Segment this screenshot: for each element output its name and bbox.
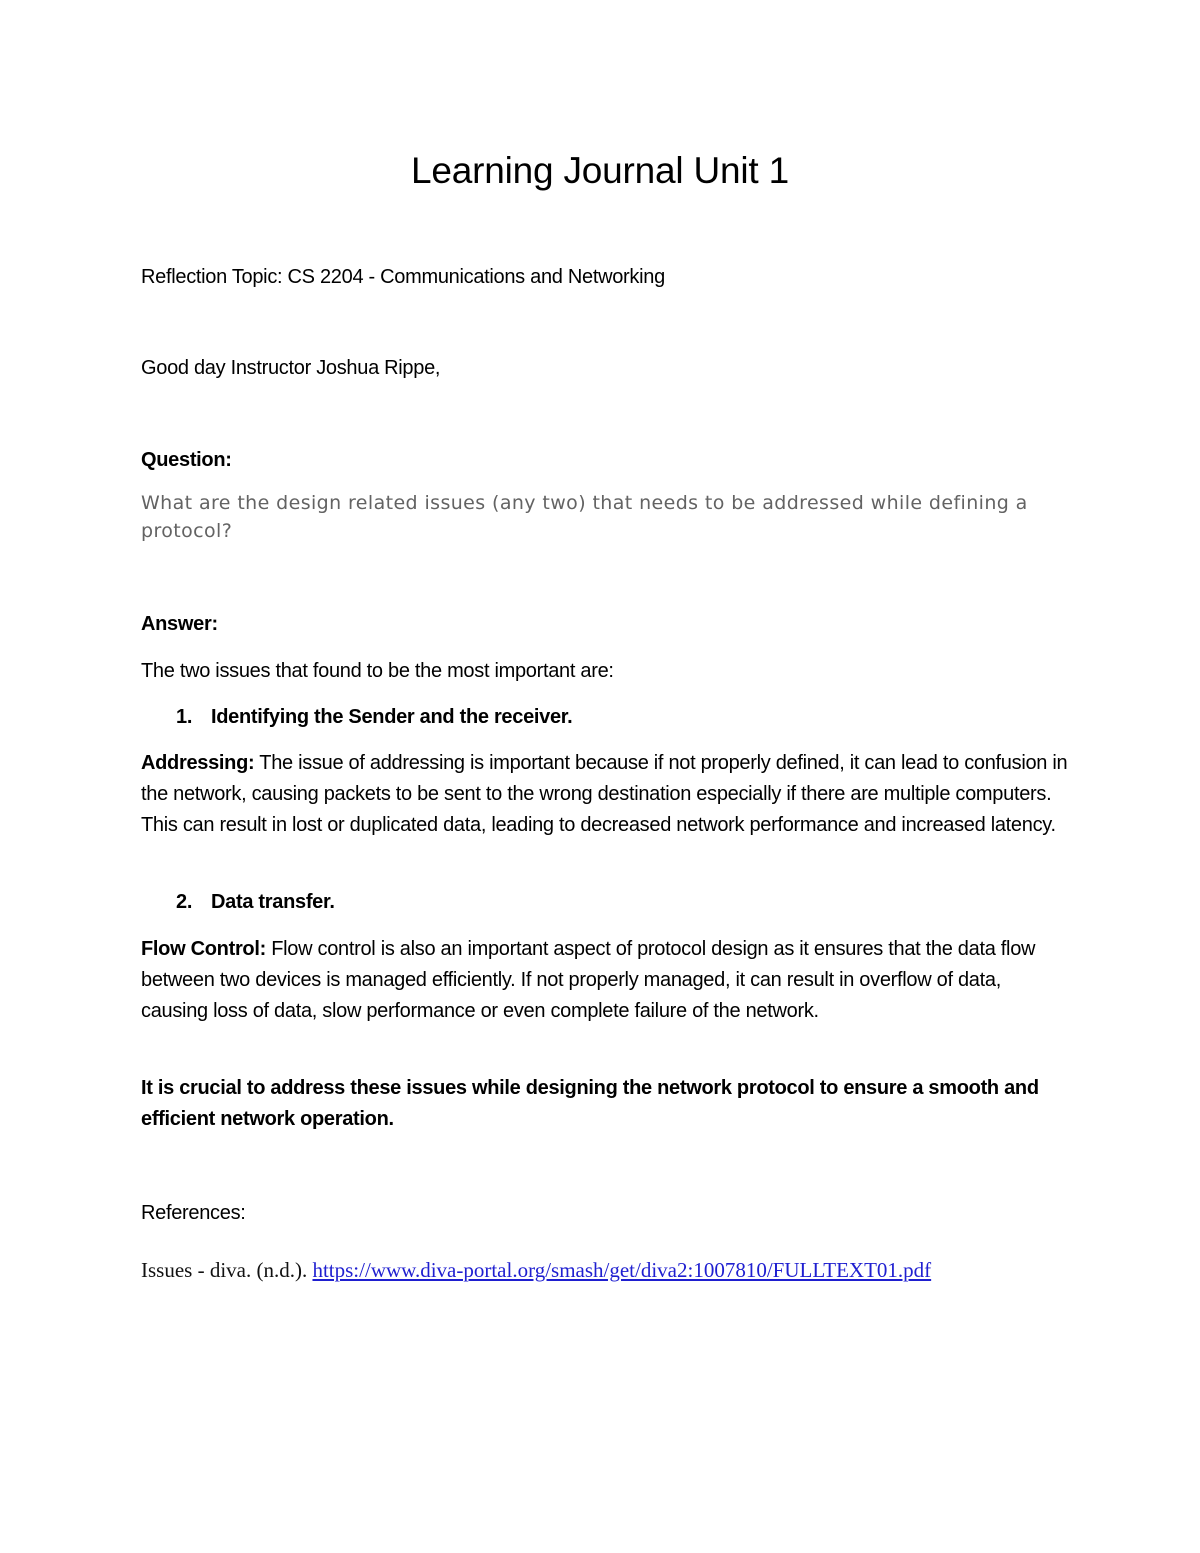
addressing-paragraph xyxy=(141,748,1071,841)
reference-citation: Issues - diva. (n.d.). xyxy=(141,1258,313,1282)
conclusion-paragraph: It is crucial to address these issues while designing the network protocol to ensure a smooth and efficient network operation. xyxy=(141,1077,1039,1130)
list-item-1 xyxy=(176,702,572,733)
answer-intro: The two issues that found to be the most important are: xyxy=(141,660,614,682)
answer-label: Answer: xyxy=(141,613,218,635)
list-number: 1. xyxy=(176,706,193,728)
reflection-topic: Reflection Topic: CS 2204 - Communications and Networking xyxy=(141,266,665,288)
references-label: References: xyxy=(141,1202,246,1224)
list-heading: Identifying the Sender and the receiver. xyxy=(211,706,573,728)
flow-control-paragraph xyxy=(141,934,1071,1027)
reference-entry xyxy=(141,1255,931,1285)
paragraph-body: The issue of addressing is important because if not properly defined, it can lead to confusion in the network, causing packets to be sent to the wrong destination especially if there are multiple computers. This can result in lost or duplicated data, leading to decreased network performance and increased latency. xyxy=(141,752,1068,836)
question-label: Question: xyxy=(141,449,232,471)
paragraph-body: Flow control is also an important aspect of protocol design as it ensures that the data flow between two devices is managed efficiently. If not properly managed, it can result in overflow of data, causing loss of data, slow performance or even complete failure of the network. xyxy=(141,938,1036,1022)
list-item-2 xyxy=(176,887,335,918)
question-text: What are the design related issues (any two) that needs to be addressed while defining a protocol? xyxy=(141,492,1028,542)
paragraph-term: Addressing: xyxy=(141,752,255,774)
list-number: 2. xyxy=(176,891,193,913)
greeting: Good day Instructor Joshua Rippe, xyxy=(141,357,441,379)
document-title: Learning Journal Unit 1 xyxy=(411,150,789,191)
paragraph-term: Flow Control: xyxy=(141,938,266,960)
list-heading: Data transfer. xyxy=(211,891,335,913)
reference-link[interactable]: https://www.diva-portal.org/smash/get/diva2:1007810/FULLTEXT01.pdf xyxy=(312,1258,932,1282)
